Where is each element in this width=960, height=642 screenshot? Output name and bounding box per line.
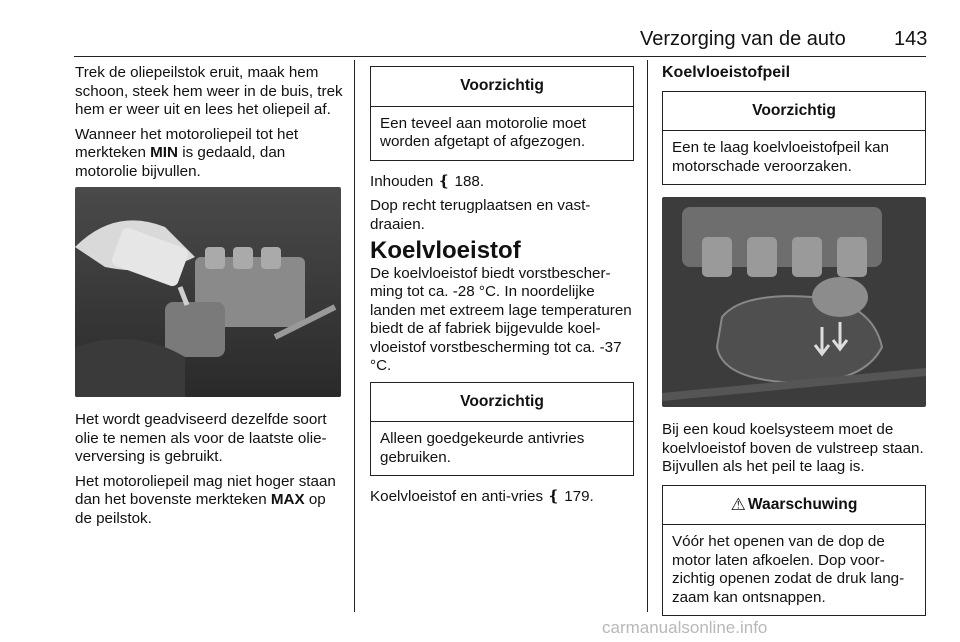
paragraph-max-level <box>75 473 343 529</box>
header-rule <box>74 56 926 57</box>
coolant-reservoir-illustration <box>662 197 926 407</box>
paragraph-coolant-check: Bij een koud koelsysteem moet de koelvloeistof boven de vulstreep staan. Bijvullen als het peil te laag is. <box>662 421 924 475</box>
caution-title: Voorzichtig <box>371 67 633 107</box>
caution-title: Voorzichtig <box>371 383 633 423</box>
paragraph-cap-refit: Dop recht terugplaatsen en vastdraaien. <box>370 197 591 233</box>
caution-body: Een te laag koelvloeistofpeil kan motorschade veroorzaken. <box>672 139 889 175</box>
warning-body: Vóór het openen van de dop de motor laten afkoelen. Dop voorzichtig openen zodat de druk langzaam kan ontsnappen. <box>672 533 905 606</box>
text-fragment: Wanneer het motoroliepeil tot het merkteken <box>75 125 299 161</box>
watermark: carmanualsonline.info <box>602 618 768 637</box>
paragraph-capacities: Inhouden ❴ 188. <box>370 172 485 190</box>
page-header-title: Verzorging van de auto <box>640 28 846 50</box>
caution-title: Voorzichtig <box>663 92 925 132</box>
warning-box-hot-coolant <box>662 485 926 617</box>
column-1 <box>75 64 343 534</box>
engine-oil-fill-illustration <box>75 187 341 397</box>
paragraph-min-level <box>75 126 343 182</box>
caution-box-coolant <box>662 91 926 186</box>
text-fragment: is gedaald, dan motorolie bijvullen. <box>75 144 286 180</box>
paragraph-same-oil: Het wordt geadviseerd dezelfde soort olie te nemen als voor de laatste olieverversing is gebruikt. <box>75 411 327 465</box>
paragraph-coolant-ref: Koelvloeistof en anti-vries ❴ 179. <box>370 488 594 505</box>
text-fragment: Het motoroliepeil mag niet hoger staan dan het bovenste merkteken <box>75 472 336 508</box>
caution-box-antifreeze <box>370 382 634 477</box>
warning-title <box>663 486 925 526</box>
subheading-coolant-level: Koelvloeistofpeil <box>662 64 791 81</box>
paragraph-frost-protection: De koelvloeistof biedt vorstbescherming tot ca. -28 °C. In noordelijke landen met extreem lage temperaturen biedt de af fabriek bijgevulde koelvloeistof vorstbescherming tot ca. -37 °C. <box>370 264 632 374</box>
caution-box-oil <box>370 66 634 161</box>
max-mark: MAX <box>270 491 305 508</box>
warning-title-text: Waarschuwing <box>747 495 858 513</box>
section-heading-coolant: Koelvloeistof <box>370 237 521 264</box>
page-number: 143 <box>894 28 928 50</box>
column-2 <box>370 64 634 513</box>
column-divider-2 <box>647 60 648 612</box>
caution-body: Een teveel aan motorolie moet worden afgetapt of afgezogen. <box>380 114 586 150</box>
min-mark: MIN <box>150 144 178 161</box>
column-3 <box>662 64 926 628</box>
caution-body: Alleen goedgekeurde antivries gebruiken. <box>380 430 585 466</box>
text-fragment: op de peilstok. <box>75 491 326 527</box>
paragraph-dipstick: Trek de oliepeilstok eruit, maak hem schoon, steek hem weer in de buis, trek hem er weer uit en lees het oliepeil af. <box>75 64 343 118</box>
warning-triangle-icon: ⚠ <box>730 494 746 514</box>
column-divider-1 <box>354 60 355 612</box>
